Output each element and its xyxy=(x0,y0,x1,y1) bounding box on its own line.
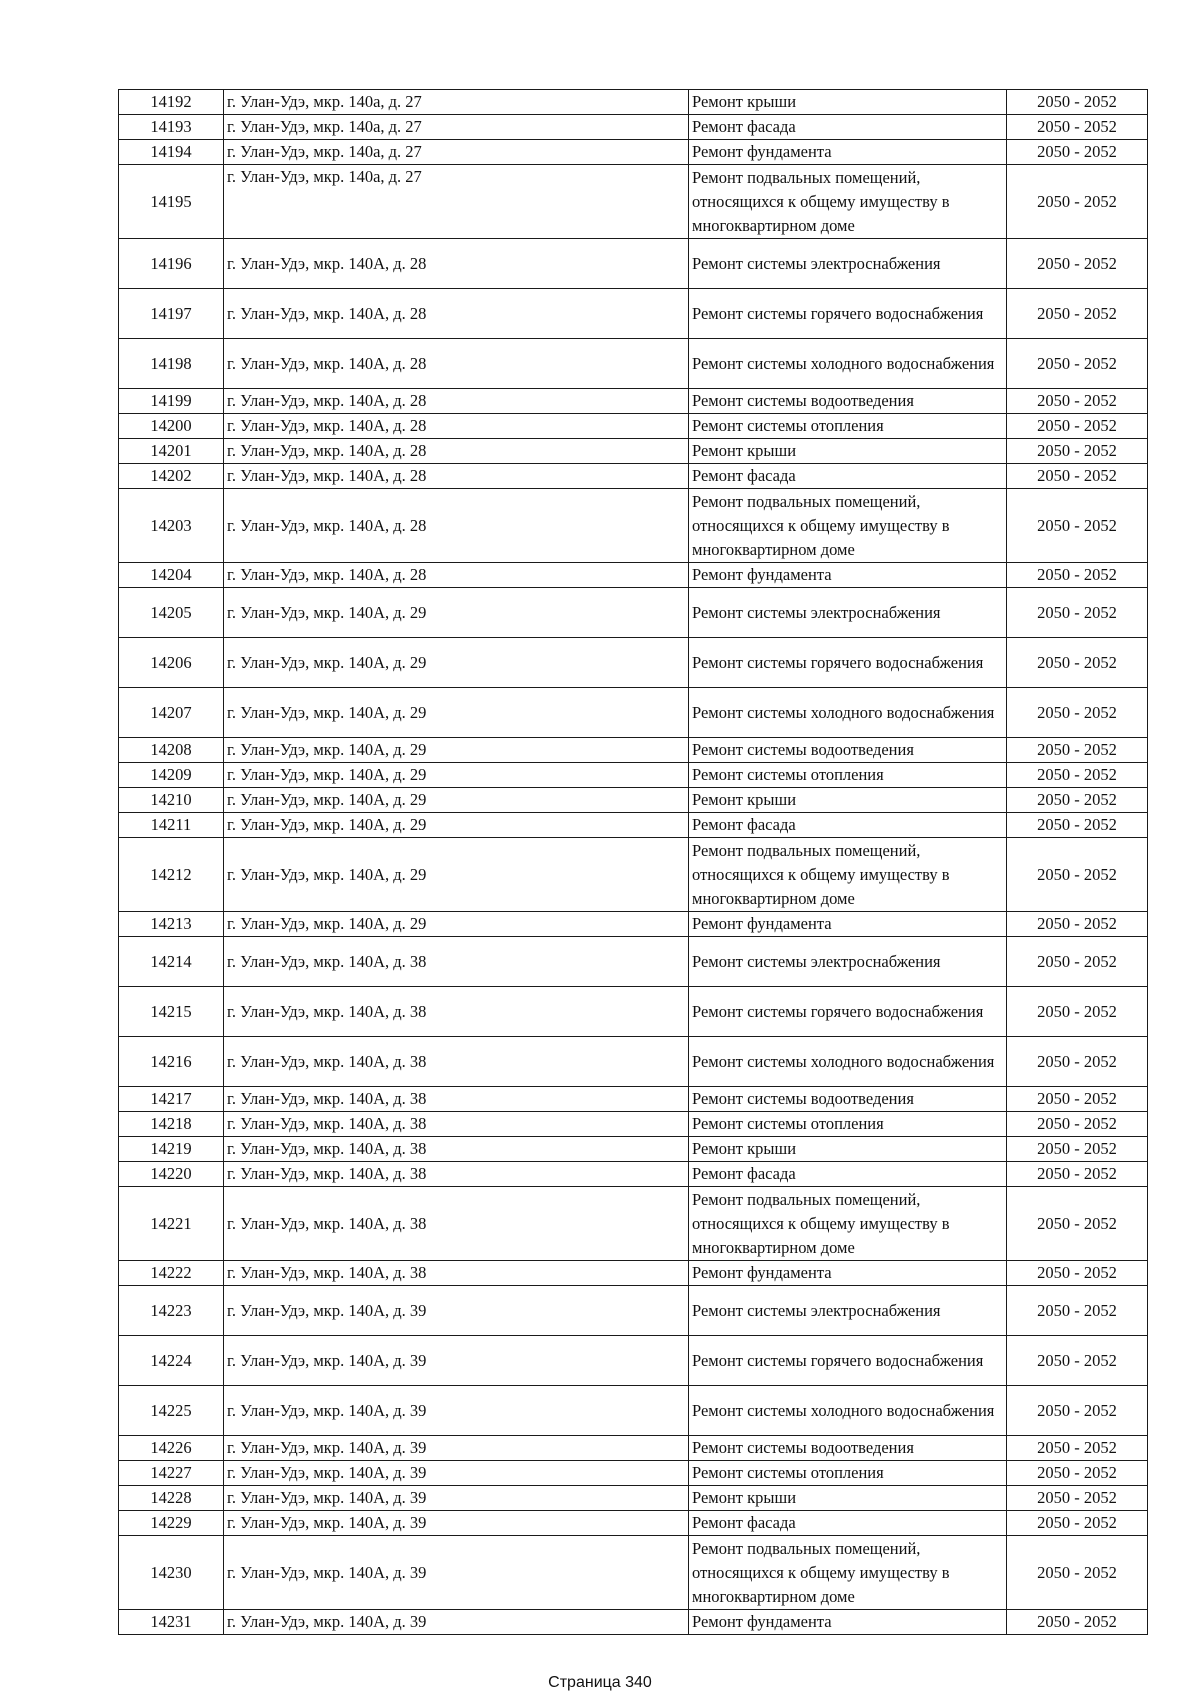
row-work-type: Ремонт системы водоотведения xyxy=(689,389,1007,414)
row-work-type: Ремонт подвальных помещений, относящихся к общему имуществу в многоквартирном доме xyxy=(689,1187,1007,1261)
table-row xyxy=(119,937,1148,987)
row-work-type: Ремонт подвальных помещений, относящихся к общему имуществу в многоквартирном доме xyxy=(689,1536,1007,1610)
row-address: г. Улан-Удэ, мкр. 140А, д. 29 xyxy=(224,838,689,912)
row-number: 14205 xyxy=(119,588,224,638)
row-number: 14203 xyxy=(119,489,224,563)
row-period: 2050 - 2052 xyxy=(1007,1336,1148,1386)
row-number: 14209 xyxy=(119,763,224,788)
row-work-type: Ремонт системы горячего водоснабжения xyxy=(689,987,1007,1037)
row-work-type: Ремонт крыши xyxy=(689,439,1007,464)
row-number: 14204 xyxy=(119,563,224,588)
row-address: г. Улан-Удэ, мкр. 140А, д. 29 xyxy=(224,912,689,937)
page-number: Страница 340 xyxy=(548,1674,652,1691)
row-number: 14197 xyxy=(119,289,224,339)
row-number: 14220 xyxy=(119,1162,224,1187)
row-work-type: Ремонт фасада xyxy=(689,813,1007,838)
row-period: 2050 - 2052 xyxy=(1007,1536,1148,1610)
row-address: г. Улан-Удэ, мкр. 140А, д. 29 xyxy=(224,813,689,838)
table-row xyxy=(119,339,1148,389)
row-address: г. Улан-Удэ, мкр. 140А, д. 38 xyxy=(224,1112,689,1137)
row-period: 2050 - 2052 xyxy=(1007,389,1148,414)
row-address: г. Улан-Удэ, мкр. 140А, д. 29 xyxy=(224,738,689,763)
row-address: г. Улан-Удэ, мкр. 140А, д. 28 xyxy=(224,389,689,414)
row-number: 14223 xyxy=(119,1286,224,1336)
row-period: 2050 - 2052 xyxy=(1007,1486,1148,1511)
row-work-type: Ремонт системы отопления xyxy=(689,1461,1007,1486)
row-number: 14200 xyxy=(119,414,224,439)
table-row xyxy=(119,1461,1148,1486)
table-row xyxy=(119,1511,1148,1536)
row-period: 2050 - 2052 xyxy=(1007,738,1148,763)
row-address: г. Улан-Удэ, мкр. 140А, д. 39 xyxy=(224,1286,689,1336)
row-period: 2050 - 2052 xyxy=(1007,1162,1148,1187)
row-number: 14208 xyxy=(119,738,224,763)
row-work-type: Ремонт крыши xyxy=(689,788,1007,813)
table-row xyxy=(119,838,1148,912)
row-address: г. Улан-Удэ, мкр. 140а, д. 27 xyxy=(224,90,689,115)
row-address: г. Улан-Удэ, мкр. 140А, д. 38 xyxy=(224,1137,689,1162)
row-address: г. Улан-Удэ, мкр. 140А, д. 28 xyxy=(224,489,689,563)
row-address: г. Улан-Удэ, мкр. 140А, д. 39 xyxy=(224,1486,689,1511)
row-work-type: Ремонт системы холодного водоснабжения xyxy=(689,1037,1007,1087)
row-address: г. Улан-Удэ, мкр. 140А, д. 28 xyxy=(224,563,689,588)
table-row xyxy=(119,813,1148,838)
row-address: г. Улан-Удэ, мкр. 140А, д. 39 xyxy=(224,1461,689,1486)
table-row xyxy=(119,90,1148,115)
row-address: г. Улан-Удэ, мкр. 140А, д. 28 xyxy=(224,289,689,339)
row-work-type: Ремонт фундамента xyxy=(689,563,1007,588)
row-period: 2050 - 2052 xyxy=(1007,1112,1148,1137)
row-work-type: Ремонт системы отопления xyxy=(689,414,1007,439)
row-number: 14198 xyxy=(119,339,224,389)
table-row xyxy=(119,738,1148,763)
table-row xyxy=(119,115,1148,140)
table-row xyxy=(119,1486,1148,1511)
row-number: 14206 xyxy=(119,638,224,688)
table-row xyxy=(119,1536,1148,1610)
table-row xyxy=(119,688,1148,738)
table-row xyxy=(119,489,1148,563)
row-address: г. Улан-Удэ, мкр. 140А, д. 29 xyxy=(224,788,689,813)
row-number: 14217 xyxy=(119,1087,224,1112)
row-work-type: Ремонт фундамента xyxy=(689,1261,1007,1286)
row-period: 2050 - 2052 xyxy=(1007,1286,1148,1336)
row-period: 2050 - 2052 xyxy=(1007,813,1148,838)
row-address: г. Улан-Удэ, мкр. 140а, д. 27 xyxy=(224,165,689,239)
row-period: 2050 - 2052 xyxy=(1007,115,1148,140)
table-row xyxy=(119,1261,1148,1286)
row-number: 14192 xyxy=(119,90,224,115)
table-row xyxy=(119,1436,1148,1461)
row-work-type: Ремонт подвальных помещений, относящихся к общему имуществу в многоквартирном доме xyxy=(689,838,1007,912)
table-row xyxy=(119,140,1148,165)
row-period: 2050 - 2052 xyxy=(1007,763,1148,788)
table-body xyxy=(119,90,1148,1635)
table-row xyxy=(119,439,1148,464)
row-period: 2050 - 2052 xyxy=(1007,165,1148,239)
row-number: 14227 xyxy=(119,1461,224,1486)
row-number: 14221 xyxy=(119,1187,224,1261)
table-row xyxy=(119,588,1148,638)
table-row xyxy=(119,1336,1148,1386)
row-address: г. Улан-Удэ, мкр. 140А, д. 28 xyxy=(224,339,689,389)
row-period: 2050 - 2052 xyxy=(1007,1087,1148,1112)
table-row xyxy=(119,1137,1148,1162)
row-period: 2050 - 2052 xyxy=(1007,1187,1148,1261)
row-number: 14202 xyxy=(119,464,224,489)
row-number: 14195 xyxy=(119,165,224,239)
row-work-type: Ремонт фасада xyxy=(689,115,1007,140)
row-period: 2050 - 2052 xyxy=(1007,1511,1148,1536)
table-row xyxy=(119,1286,1148,1336)
row-number: 14224 xyxy=(119,1336,224,1386)
row-work-type: Ремонт фундамента xyxy=(689,140,1007,165)
row-number: 14229 xyxy=(119,1511,224,1536)
row-work-type: Ремонт системы электроснабжения xyxy=(689,239,1007,289)
row-period: 2050 - 2052 xyxy=(1007,239,1148,289)
row-period: 2050 - 2052 xyxy=(1007,937,1148,987)
row-address: г. Улан-Удэ, мкр. 140А, д. 39 xyxy=(224,1386,689,1436)
row-period: 2050 - 2052 xyxy=(1007,1610,1148,1635)
table-row xyxy=(119,389,1148,414)
row-work-type: Ремонт крыши xyxy=(689,1486,1007,1511)
row-number: 14222 xyxy=(119,1261,224,1286)
table-row xyxy=(119,1037,1148,1087)
row-number: 14230 xyxy=(119,1536,224,1610)
row-address: г. Улан-Удэ, мкр. 140А, д. 29 xyxy=(224,688,689,738)
row-address: г. Улан-Удэ, мкр. 140А, д. 28 xyxy=(224,464,689,489)
row-work-type: Ремонт фасада xyxy=(689,464,1007,489)
row-number: 14213 xyxy=(119,912,224,937)
row-work-type: Ремонт системы холодного водоснабжения xyxy=(689,688,1007,738)
row-period: 2050 - 2052 xyxy=(1007,688,1148,738)
row-work-type: Ремонт крыши xyxy=(689,1137,1007,1162)
row-number: 14214 xyxy=(119,937,224,987)
table-row xyxy=(119,239,1148,289)
row-period: 2050 - 2052 xyxy=(1007,912,1148,937)
row-address: г. Улан-Удэ, мкр. 140А, д. 39 xyxy=(224,1536,689,1610)
table-row xyxy=(119,414,1148,439)
row-address: г. Улан-Удэ, мкр. 140А, д. 38 xyxy=(224,937,689,987)
row-work-type: Ремонт подвальных помещений, относящихся к общему имуществу в многоквартирном доме xyxy=(689,165,1007,239)
table-row xyxy=(119,563,1148,588)
row-work-type: Ремонт системы электроснабжения xyxy=(689,937,1007,987)
row-address: г. Улан-Удэ, мкр. 140А, д. 39 xyxy=(224,1610,689,1635)
row-period: 2050 - 2052 xyxy=(1007,1386,1148,1436)
row-address: г. Улан-Удэ, мкр. 140А, д. 28 xyxy=(224,414,689,439)
table-row xyxy=(119,1162,1148,1187)
row-period: 2050 - 2052 xyxy=(1007,1461,1148,1486)
table-row xyxy=(119,1386,1148,1436)
row-address: г. Улан-Удэ, мкр. 140А, д. 38 xyxy=(224,1037,689,1087)
row-number: 14218 xyxy=(119,1112,224,1137)
table-row xyxy=(119,763,1148,788)
row-period: 2050 - 2052 xyxy=(1007,588,1148,638)
row-address: г. Улан-Удэ, мкр. 140А, д. 29 xyxy=(224,763,689,788)
row-period: 2050 - 2052 xyxy=(1007,1436,1148,1461)
row-work-type: Ремонт фасада xyxy=(689,1162,1007,1187)
row-number: 14212 xyxy=(119,838,224,912)
row-address: г. Улан-Удэ, мкр. 140А, д. 29 xyxy=(224,588,689,638)
row-address: г. Улан-Удэ, мкр. 140А, д. 28 xyxy=(224,439,689,464)
row-number: 14216 xyxy=(119,1037,224,1087)
row-work-type: Ремонт системы холодного водоснабжения xyxy=(689,339,1007,389)
row-number: 14207 xyxy=(119,688,224,738)
row-number: 14211 xyxy=(119,813,224,838)
row-number: 14219 xyxy=(119,1137,224,1162)
repair-schedule-table xyxy=(118,89,1148,1635)
row-number: 14226 xyxy=(119,1436,224,1461)
row-work-type: Ремонт системы водоотведения xyxy=(689,1436,1007,1461)
row-period: 2050 - 2052 xyxy=(1007,1261,1148,1286)
table-row xyxy=(119,1112,1148,1137)
row-period: 2050 - 2052 xyxy=(1007,489,1148,563)
row-period: 2050 - 2052 xyxy=(1007,339,1148,389)
row-period: 2050 - 2052 xyxy=(1007,90,1148,115)
row-work-type: Ремонт фундамента xyxy=(689,1610,1007,1635)
row-address: г. Улан-Удэ, мкр. 140А, д. 38 xyxy=(224,987,689,1037)
table-row xyxy=(119,638,1148,688)
row-work-type: Ремонт крыши xyxy=(689,90,1007,115)
table-row xyxy=(119,1610,1148,1635)
table-row xyxy=(119,1087,1148,1112)
row-work-type: Ремонт системы водоотведения xyxy=(689,738,1007,763)
row-period: 2050 - 2052 xyxy=(1007,414,1148,439)
table-row xyxy=(119,788,1148,813)
row-address: г. Улан-Удэ, мкр. 140А, д. 39 xyxy=(224,1436,689,1461)
row-address: г. Улан-Удэ, мкр. 140А, д. 29 xyxy=(224,638,689,688)
row-work-type: Ремонт фасада xyxy=(689,1511,1007,1536)
row-address: г. Улан-Удэ, мкр. 140а, д. 27 xyxy=(224,115,689,140)
row-period: 2050 - 2052 xyxy=(1007,439,1148,464)
row-address: г. Улан-Удэ, мкр. 140А, д. 38 xyxy=(224,1187,689,1261)
table-row xyxy=(119,987,1148,1037)
table-row xyxy=(119,165,1148,239)
row-work-type: Ремонт системы электроснабжения xyxy=(689,1286,1007,1336)
row-period: 2050 - 2052 xyxy=(1007,838,1148,912)
row-number: 14194 xyxy=(119,140,224,165)
row-period: 2050 - 2052 xyxy=(1007,638,1148,688)
row-address: г. Улан-Удэ, мкр. 140А, д. 38 xyxy=(224,1162,689,1187)
row-period: 2050 - 2052 xyxy=(1007,140,1148,165)
row-address: г. Улан-Удэ, мкр. 140А, д. 38 xyxy=(224,1261,689,1286)
row-period: 2050 - 2052 xyxy=(1007,563,1148,588)
row-period: 2050 - 2052 xyxy=(1007,1137,1148,1162)
row-work-type: Ремонт системы горячего водоснабжения xyxy=(689,289,1007,339)
row-address: г. Улан-Удэ, мкр. 140А, д. 38 xyxy=(224,1087,689,1112)
row-work-type: Ремонт системы водоотведения xyxy=(689,1087,1007,1112)
row-work-type: Ремонт системы отопления xyxy=(689,1112,1007,1137)
row-work-type: Ремонт системы горячего водоснабжения xyxy=(689,638,1007,688)
row-number: 14228 xyxy=(119,1486,224,1511)
table-row xyxy=(119,912,1148,937)
table-row xyxy=(119,464,1148,489)
row-period: 2050 - 2052 xyxy=(1007,788,1148,813)
table-row xyxy=(119,289,1148,339)
row-work-type: Ремонт подвальных помещений, относящихся к общему имуществу в многоквартирном доме xyxy=(689,489,1007,563)
row-number: 14225 xyxy=(119,1386,224,1436)
row-address: г. Улан-Удэ, мкр. 140А, д. 39 xyxy=(224,1511,689,1536)
row-number: 14196 xyxy=(119,239,224,289)
row-period: 2050 - 2052 xyxy=(1007,464,1148,489)
row-work-type: Ремонт системы горячего водоснабжения xyxy=(689,1336,1007,1386)
row-number: 14215 xyxy=(119,987,224,1037)
row-number: 14193 xyxy=(119,115,224,140)
row-number: 14210 xyxy=(119,788,224,813)
row-address: г. Улан-Удэ, мкр. 140А, д. 28 xyxy=(224,239,689,289)
row-period: 2050 - 2052 xyxy=(1007,1037,1148,1087)
row-address: г. Улан-Удэ, мкр. 140а, д. 27 xyxy=(224,140,689,165)
row-number: 14199 xyxy=(119,389,224,414)
row-work-type: Ремонт системы отопления xyxy=(689,763,1007,788)
row-number: 14201 xyxy=(119,439,224,464)
row-work-type: Ремонт системы электроснабжения xyxy=(689,588,1007,638)
row-work-type: Ремонт системы холодного водоснабжения xyxy=(689,1386,1007,1436)
row-period: 2050 - 2052 xyxy=(1007,289,1148,339)
row-period: 2050 - 2052 xyxy=(1007,987,1148,1037)
row-address: г. Улан-Удэ, мкр. 140А, д. 39 xyxy=(224,1336,689,1386)
row-number: 14231 xyxy=(119,1610,224,1635)
row-work-type: Ремонт фундамента xyxy=(689,912,1007,937)
table-row xyxy=(119,1187,1148,1261)
